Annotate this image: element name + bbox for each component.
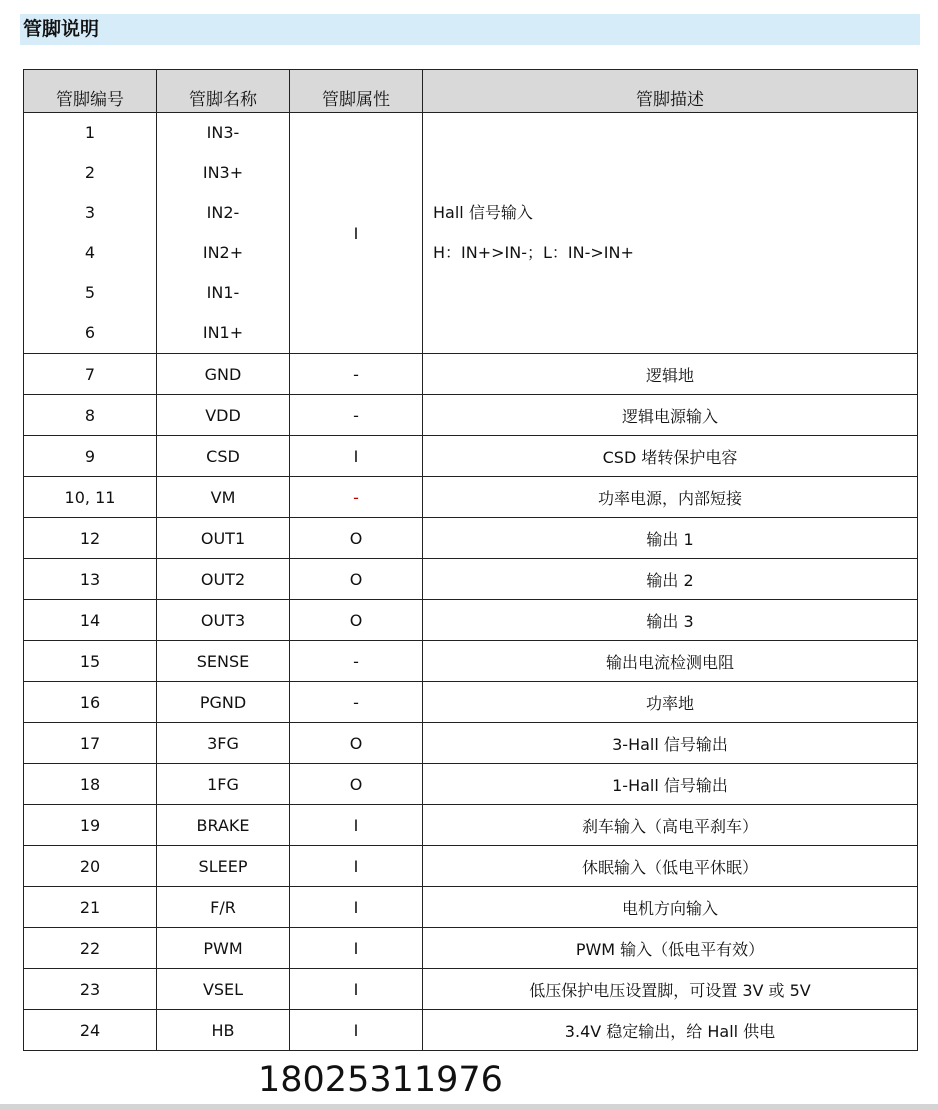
- pin-name: IN1-: [206, 283, 240, 302]
- pin-description: 功率电源，内部短接: [423, 477, 918, 518]
- table-row: [24, 1010, 918, 1051]
- pin-name: PGND: [157, 682, 290, 723]
- pin-number: 22: [24, 928, 157, 969]
- pin-attribute: I: [290, 846, 423, 887]
- pin-attribute: O: [290, 600, 423, 641]
- pin-description: PWM 输入（低电平有效）: [423, 928, 918, 969]
- pin-table: [23, 69, 918, 1051]
- pin-name: IN3-: [206, 123, 240, 142]
- pin-number: 23: [24, 969, 157, 1010]
- table-row-hall-group: [24, 113, 918, 354]
- pin-name: CSD: [157, 436, 290, 477]
- pin-number: 12: [24, 518, 157, 559]
- pin-attribute: I: [290, 805, 423, 846]
- pin-name: VM: [157, 477, 290, 518]
- pin-number: 4: [84, 243, 96, 262]
- table-row: [24, 805, 918, 846]
- pin-description: 刹车输入（高电平刹车）: [423, 805, 918, 846]
- pin-name: IN2+: [202, 243, 244, 262]
- pin-attribute: O: [290, 518, 423, 559]
- header-pin-number: 管脚编号: [24, 70, 157, 113]
- pin-number: 16: [24, 682, 157, 723]
- table-row: [24, 969, 918, 1010]
- pin-name: OUT1: [157, 518, 290, 559]
- pin-attribute: -: [290, 477, 423, 518]
- pin-description: 功率地: [423, 682, 918, 723]
- pin-description: 3.4V 稳定输出，给 Hall 供电: [423, 1010, 918, 1051]
- pin-description: CSD 堵转保护电容: [423, 436, 918, 477]
- pin-description: 输出 3: [423, 600, 918, 641]
- pin-name: IN1+: [202, 323, 244, 342]
- hall-pin-description: [423, 113, 918, 354]
- pin-attribute: O: [290, 723, 423, 764]
- pin-name: BRAKE: [157, 805, 290, 846]
- table-row: [24, 723, 918, 764]
- table-row: [24, 518, 918, 559]
- pin-number: 19: [24, 805, 157, 846]
- phone-number: 18025311976: [258, 1060, 503, 1100]
- pin-name: OUT3: [157, 600, 290, 641]
- pin-name: VSEL: [157, 969, 290, 1010]
- pin-attribute: O: [290, 559, 423, 600]
- table-row: [24, 641, 918, 682]
- pin-description: 低压保护电压设置脚，可设置 3V 或 5V: [423, 969, 918, 1010]
- hall-pin-attribute: I: [290, 113, 423, 354]
- table-row: [24, 436, 918, 477]
- pin-number: 14: [24, 600, 157, 641]
- pin-number: 7: [24, 354, 157, 395]
- hall-desc-line: Hall 信号输入: [433, 203, 533, 222]
- pin-number: 2: [84, 163, 96, 182]
- pin-attribute: I: [290, 969, 423, 1010]
- pin-number: 15: [24, 641, 157, 682]
- pin-description: 1-Hall 信号输出: [423, 764, 918, 805]
- header-pin-name: 管脚名称: [157, 70, 290, 113]
- section-title: 管脚说明: [20, 14, 920, 45]
- table-row: [24, 354, 918, 395]
- pin-number: 6: [84, 323, 96, 342]
- pin-name: VDD: [157, 395, 290, 436]
- bottom-band: [0, 1104, 938, 1110]
- pin-attribute: I: [290, 1010, 423, 1051]
- pin-attribute: -: [290, 641, 423, 682]
- table-row: [24, 846, 918, 887]
- pin-number: 3: [84, 203, 96, 222]
- table-row: [24, 887, 918, 928]
- hall-desc-line: H：IN+>IN-；L：IN->IN+: [433, 243, 634, 262]
- pin-number: 13: [24, 559, 157, 600]
- pin-description: 电机方向输入: [423, 887, 918, 928]
- pin-number: 1: [84, 123, 96, 142]
- pin-name: F/R: [157, 887, 290, 928]
- pin-name: GND: [157, 354, 290, 395]
- table-header-row: [24, 70, 918, 113]
- pin-attribute: -: [290, 682, 423, 723]
- pin-name: SENSE: [157, 641, 290, 682]
- table-row: [24, 395, 918, 436]
- pin-number: 21: [24, 887, 157, 928]
- pin-attribute: O: [290, 764, 423, 805]
- pin-description: 逻辑电源输入: [423, 395, 918, 436]
- pin-number: 20: [24, 846, 157, 887]
- pin-attribute: I: [290, 436, 423, 477]
- pin-attribute: I: [290, 928, 423, 969]
- pin-name: HB: [157, 1010, 290, 1051]
- hall-pin-names: [157, 113, 290, 354]
- pin-number: 24: [24, 1010, 157, 1051]
- pin-number: 17: [24, 723, 157, 764]
- table-row: [24, 682, 918, 723]
- pin-number: 9: [24, 436, 157, 477]
- pin-description: 输出 2: [423, 559, 918, 600]
- pin-description: 休眠输入（低电平休眠）: [423, 846, 918, 887]
- pin-number: 10, 11: [24, 477, 157, 518]
- pin-name: 1FG: [157, 764, 290, 805]
- pin-name: SLEEP: [157, 846, 290, 887]
- pin-number: 5: [84, 283, 96, 302]
- pin-name: OUT2: [157, 559, 290, 600]
- hall-pin-numbers: [24, 113, 157, 354]
- table-row: [24, 559, 918, 600]
- pin-description: 逻辑地: [423, 354, 918, 395]
- pin-description: 3-Hall 信号输出: [423, 723, 918, 764]
- table-row: [24, 600, 918, 641]
- pin-name: PWM: [157, 928, 290, 969]
- pin-name: 3FG: [157, 723, 290, 764]
- pin-attribute: I: [290, 887, 423, 928]
- header-pin-description: 管脚描述: [423, 70, 918, 113]
- table-row: [24, 764, 918, 805]
- pin-attribute: -: [290, 354, 423, 395]
- pin-attribute: -: [290, 395, 423, 436]
- pin-name: IN2-: [206, 203, 240, 222]
- header-pin-attribute: 管脚属性: [290, 70, 423, 113]
- pin-number: 8: [24, 395, 157, 436]
- table-row: [24, 928, 918, 969]
- pin-number: 18: [24, 764, 157, 805]
- table-row: [24, 477, 918, 518]
- pin-description: 输出 1: [423, 518, 918, 559]
- pin-description: 输出电流检测电阻: [423, 641, 918, 682]
- pin-name: IN3+: [202, 163, 244, 182]
